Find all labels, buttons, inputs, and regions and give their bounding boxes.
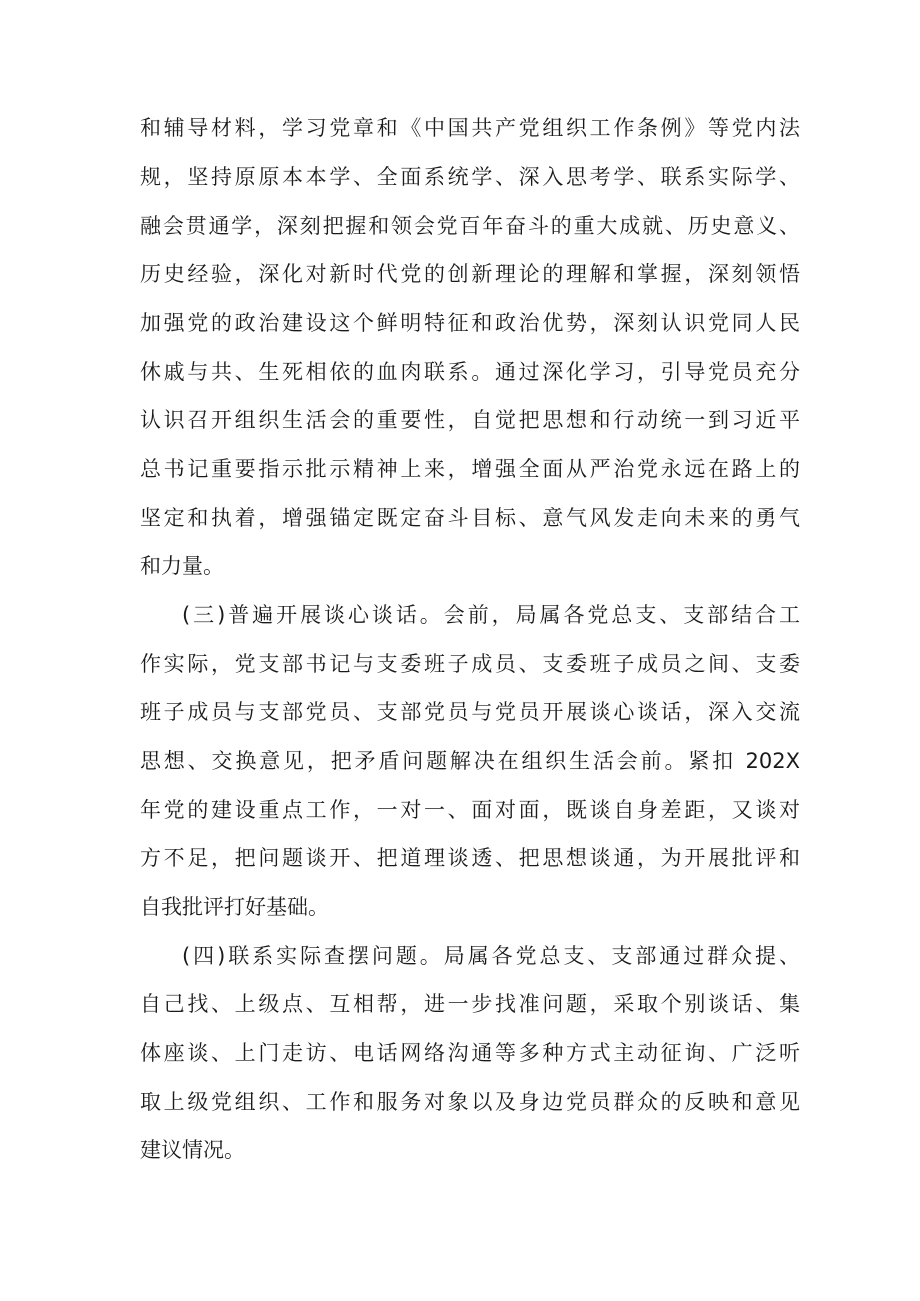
text-line: 自我批评打好基础。 xyxy=(140,895,329,919)
text-line: 休戚与共、生死相依的血肉联系。通过深化学习，引导党员充分 xyxy=(140,360,800,384)
text-line: 体座谈、上门走访、电话网络沟通等多种方式主动征询、广泛听 xyxy=(140,1041,800,1065)
text-line: 取上级党组织、工作和服务对象以及身边党员群众的反映和意见 xyxy=(140,1090,800,1114)
text-line: 建议情况。 xyxy=(140,1138,245,1162)
text-line: 坚定和执着，增强锚定既定奋斗目标、意气风发走向未来的勇气 xyxy=(140,506,800,530)
text-line: 思想、交换意见，把矛盾问题解决在组织生活会前。紧扣 202X xyxy=(140,749,800,773)
text-line: 方不足，把问题谈开、把道理谈透、把思想谈通，为开展批评和 xyxy=(140,846,800,870)
text-line: 认识召开组织生活会的重要性，自觉把思想和行动统一到习近平 xyxy=(140,408,800,432)
text-line: 历史经验，深化对新时代党的创新理论的理解和掌握，深刻领悟 xyxy=(140,262,800,286)
text-line: 年党的建设重点工作，一对一、面对面，既谈自身差距，又谈对 xyxy=(140,798,800,822)
text-line: 班子成员与支部党员、支部党员与党员开展谈心谈话，深入交流 xyxy=(140,700,800,724)
section-heading-line: (三)普遍开展谈心谈话。会前，局属各党总支、支部结合工 xyxy=(182,603,800,627)
text-line: 总书记重要指示批示精神上来，增强全面从严治党永远在路上的 xyxy=(140,457,800,481)
text-line: 自己找、上级点、互相帮，进一步找准问题，采取个别谈话、集 xyxy=(140,992,800,1016)
text-line: 作实际，党支部书记与支委班子成员、支委班子成员之间、支委 xyxy=(140,652,800,676)
text-line: 和力量。 xyxy=(140,554,224,578)
section-heading-line: (四)联系实际查摆问题。局属各党总支、支部通过群众提、 xyxy=(182,944,800,968)
text-line: 加强党的政治建设这个鲜明特征和政治优势，深刻认识党同人民 xyxy=(140,311,800,335)
text-line: 融会贯通学，深刻把握和领会党百年奋斗的重大成就、历史意义、 xyxy=(140,214,800,238)
text-line: 规，坚持原原本本学、全面系统学、深入思考学、联系实际学、 xyxy=(140,165,800,189)
text-line: 和辅导材料，学习党章和《中国共产党组织工作条例》等党内法 xyxy=(140,116,800,140)
